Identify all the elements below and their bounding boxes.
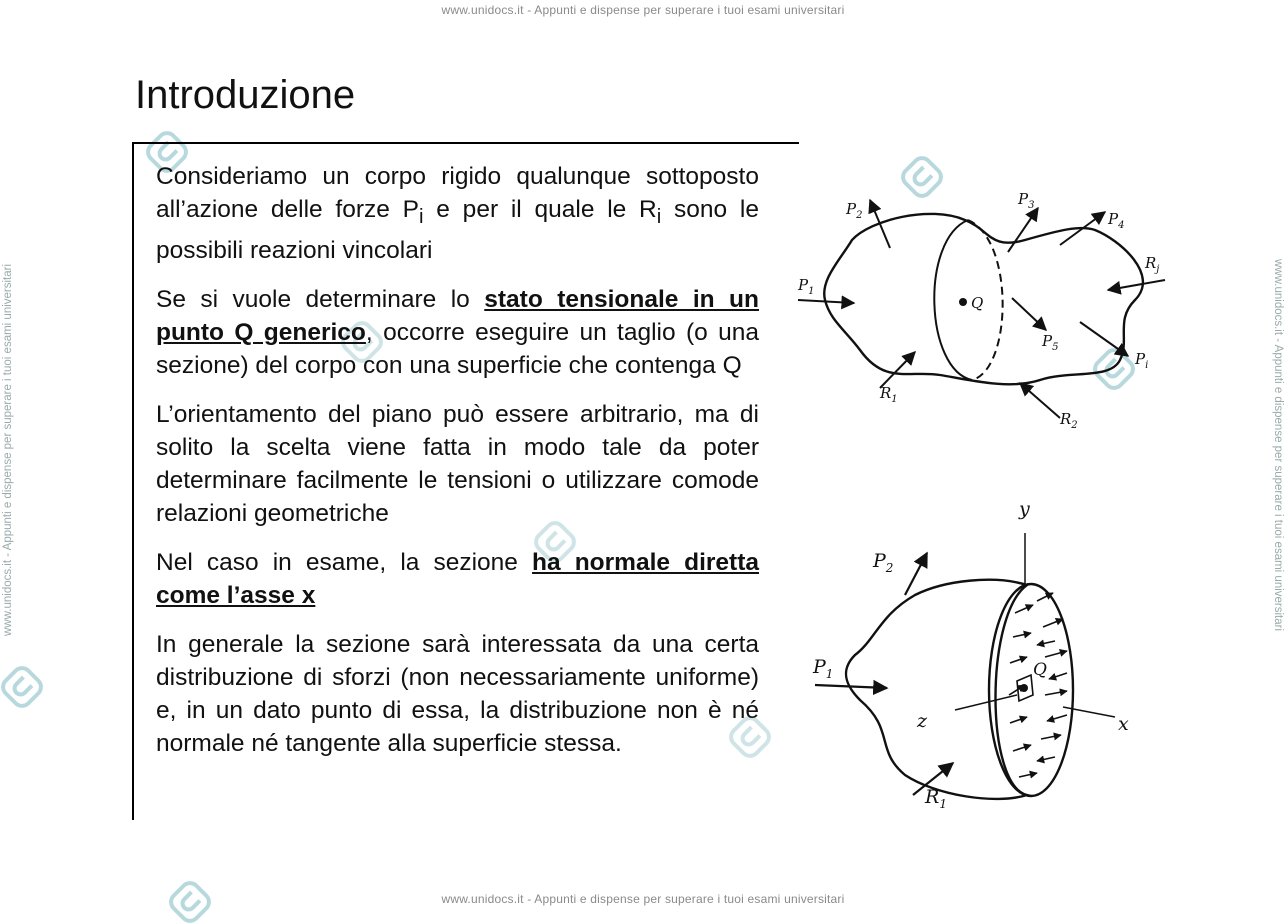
paragraph-stress-state: Se si vuole determinare lo stato tensionale in un punto Q generico, occorre eseguire un taglio (o una sezione) del corpo con una superficie che contenga Q bbox=[156, 285, 759, 379]
axis-z-line bbox=[955, 695, 1017, 710]
svg-text:P2: $P_2$ bbox=[873, 550, 894, 575]
watermark-bottom: www.unidocs.it - Appunti e dispense per superare i tuoi esami universitari bbox=[441, 892, 845, 906]
watermark-top: www.unidocs.it - Appunti e dispense per superare i tuoi esami universitari bbox=[441, 3, 845, 17]
svg-text:P1: $P_1$ bbox=[798, 276, 815, 297]
figure-section-stress-distribution bbox=[805, 495, 1165, 825]
svg-text:P1: $P_1$ bbox=[813, 656, 834, 681]
content-frame-top-border bbox=[132, 142, 799, 144]
watermark-right: www.unidocs.it - Appunti e dispense per superare i tuoi esami universitari bbox=[1272, 258, 1284, 632]
section-ellipse bbox=[989, 584, 1073, 796]
slide-title: Introduzione bbox=[135, 73, 356, 117]
figure-rigid-body-forces bbox=[790, 180, 1180, 440]
point-q-marker bbox=[959, 298, 967, 306]
svg-text:y: y bbox=[1019, 498, 1030, 520]
figure-bottom-labels bbox=[812, 498, 1129, 811]
watermark-left: www.unidocs.it - Appunti e dispense per superare i tuoi esami universitari bbox=[2, 263, 14, 637]
emphasis-stress-state: stato tensionale in un punto Q generico bbox=[156, 285, 759, 346]
watermark-logo-icon bbox=[168, 880, 212, 924]
slide-body bbox=[156, 160, 759, 776]
paragraph-section-normal: Nel caso in esame, la sezione ha normale diretta come l’asse x bbox=[156, 548, 760, 609]
paragraph-stress-distribution: In generale la sezione sarà interessata da una certa distribuzione di sforzi (non necessariamente uniforme) e, in un dato punto di essa, la distribuzione non è né normale né tangente alla superficie stessa. bbox=[156, 630, 759, 757]
svg-text:Q: Q bbox=[1033, 660, 1047, 680]
svg-text:z: z bbox=[917, 710, 928, 732]
watermark-logo-icon bbox=[0, 665, 44, 709]
content-frame-left-border bbox=[132, 142, 134, 820]
svg-text:Q: Q bbox=[971, 294, 984, 312]
paragraph-rigid-body: Consideriamo un corpo rigido qualunque sottoposto all’azione delle forze $P_i$ e per il quale le $R_i$ sono le possibili reazioni vincolari bbox=[156, 163, 759, 264]
svg-text:P2: $P_2$ bbox=[846, 200, 863, 221]
svg-text:R1: $R_1$ bbox=[880, 384, 898, 405]
emphasis-normal-x: ha normale diretta come l’asse x bbox=[156, 548, 760, 609]
paragraph-plane-orientation: L’orientamento del piano può essere arbitrario, ma di solito la scelta viene fatta in modo tale da poter determinare facilmente le tensioni o utilizzare comode relazioni geometriche bbox=[156, 400, 759, 527]
svg-text:R2: $R_2$ bbox=[1060, 410, 1078, 431]
body-outline bbox=[824, 214, 1143, 384]
svg-text:x: x bbox=[1118, 713, 1129, 735]
svg-text:P4: $P_4$ bbox=[1108, 210, 1125, 231]
svg-text:R1: $R_1$ bbox=[925, 786, 947, 811]
svg-text:P5: $P_5$ bbox=[1042, 332, 1059, 353]
svg-text:Rj: $R_j$ bbox=[1145, 254, 1160, 275]
svg-text:P3: $P_3$ bbox=[1018, 190, 1035, 211]
force-arrows bbox=[815, 553, 953, 795]
point-q-marker bbox=[1020, 684, 1028, 692]
svg-text:Pi: $P_i$ bbox=[1135, 350, 1149, 371]
body-cut-outline bbox=[846, 580, 1027, 799]
